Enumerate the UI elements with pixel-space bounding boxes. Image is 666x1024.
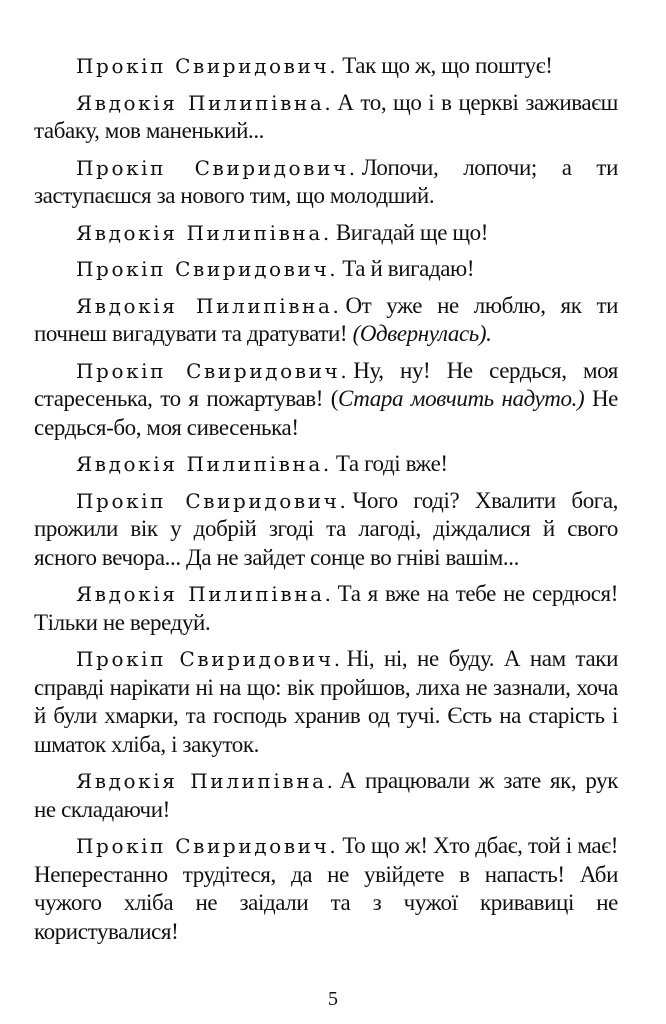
speaker-name: Явдокія Пилипівна. xyxy=(76,769,336,793)
speaker-name: Явдокія Пилипівна. xyxy=(76,220,332,245)
dialogue-paragraph xyxy=(34,154,618,211)
speaker-name: Явдокія Пилипівна. xyxy=(76,582,334,606)
dialogue-text: Чого годі? Хвалити бога, прожили вік у добрій згоді та лагоді, діждалися й свого ясного вечора... Да не зайдет сонце во гніві вашім... xyxy=(34,487,618,570)
stage-direction: Стара мовчить надуто.) xyxy=(338,386,585,411)
dialogue-text: Так що ж, що поштує! xyxy=(342,53,553,78)
speaker-name: Прокіп Свиридович. xyxy=(76,647,343,671)
dialogue-paragraph xyxy=(34,767,618,824)
dialogue-text-after: Не сердься-бо, моя сивесенька! xyxy=(34,386,618,440)
dialogue-paragraph xyxy=(34,832,618,946)
dialogue-paragraph xyxy=(34,219,618,248)
dialogue-paragraph xyxy=(34,450,618,479)
speaker-name: Прокіп Свиридович. xyxy=(76,834,339,858)
speaker-name: Явдокія Пилипівна. xyxy=(76,452,332,476)
dialogue-text: А то, що і в церкві заживаєш табаку, мов маненький... xyxy=(34,89,618,143)
dialogue-paragraph xyxy=(34,357,618,443)
speaker-name: Прокіп Свиридович. xyxy=(76,358,350,383)
dialogue-paragraph xyxy=(34,255,618,284)
dialogue-text: Та й вигадаю! xyxy=(342,256,475,281)
dialogue-text: Лопочи, лопочи; а ти заступаєшся за нового тим, що молодший. xyxy=(34,154,618,208)
dialogue-paragraph xyxy=(34,645,618,759)
page-number: 5 xyxy=(328,988,338,1010)
dialogue-text: Вигадай ще що! xyxy=(335,219,489,245)
dialogue-paragraph xyxy=(34,487,618,573)
book-page xyxy=(34,52,618,954)
dialogue-paragraph xyxy=(34,580,618,637)
dialogue-text: Та годі вже! xyxy=(335,451,448,476)
stage-direction: (Одвернулась). xyxy=(352,321,492,346)
dialogue-text: От уже не люблю, як ти почнеш вигадувати та дратувати! xyxy=(34,292,619,346)
dialogue-text: Ну, ну! Не сердься, моя старесенька, то я пожартував! ( xyxy=(34,357,618,411)
dialogue-text: А працювали ж зате як, рук не складаючи! xyxy=(34,768,619,822)
dialogue-text: Та я вже на тебе не сердюся! Тільки не вередуй. xyxy=(34,581,618,635)
speaker-name: Явдокія Пилипівна. xyxy=(76,90,334,115)
dialogue-text: Ні, ні, не буду. А нам таки справді нарікати ні на що: вік пройшов, лиха не зазнали, хоча й були хмарки, та господь хранив од тучі. Єсть на старість і шматок хліба, і закуток. xyxy=(34,646,618,757)
speaker-name: Явдокія Пилипівна. xyxy=(76,293,342,318)
dialogue-text: То що ж! Хто дбає, той і має! Неперестанно трудітеся, да не увійдете в напасть! Аби чужого хліба не заідали та з чужої кривавиці не користувалися! xyxy=(34,833,618,944)
speaker-name: Прокіп Свиридович. xyxy=(76,257,339,281)
dialogue-paragraph xyxy=(34,89,618,146)
speaker-name: Прокіп Свиридович. xyxy=(76,488,349,513)
speaker-name: Прокіп Свиридович. xyxy=(76,54,339,78)
speaker-name: Прокіп Свиридович. xyxy=(76,155,358,180)
dialogue-paragraph xyxy=(34,292,618,349)
dialogue-paragraph xyxy=(34,52,618,81)
